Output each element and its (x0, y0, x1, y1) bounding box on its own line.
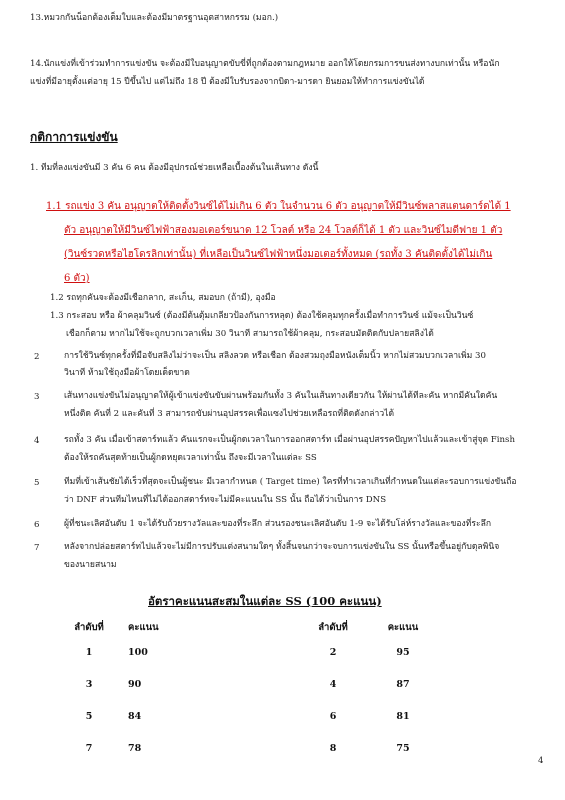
item-5-line2: ว่า DNF ส่วนทีมไหนที่ไม่ได้ออกสตาร์ทจะไม่มีคะแนนใน SS นั้น ถือได้ว่าเป็นการ DNS (64, 495, 387, 505)
item-number: 4 (34, 436, 40, 446)
item-4-line2: ต้องให้รถคันสุดท้ายเป็นผู้กดหยุดเวลาเท่านั้น ถึงจะมีเวลาในแต่ละ SS (64, 453, 317, 463)
table-row (60, 636, 433, 668)
item-number: 6 (34, 520, 40, 530)
rank-cell: 2 (329, 646, 337, 658)
score-table (60, 618, 433, 764)
header-points: คะแนน (128, 621, 159, 633)
points-cell: 95 (396, 646, 410, 658)
item-5-line1: ทีมที่เข้าเส้นชัยได้เร็วที่สุดจะเป็นผู้ชนะ มีเวลากำหนด ( Target time) ใครที่ทำเวลาเกินที่กำหนดในแต่ละรอบการแข่งขันถือ (64, 477, 517, 487)
sub-item-1-2: 1.2 รถทุกคันจะต้องมีเชือกลาก, สะเก็น, สมอบก (ถ้ามี), อุงมือ (50, 293, 276, 303)
rank-cell: 4 (329, 678, 337, 690)
item-3-line2: หนึ่งติด คันที่ 2 และคันที่ 3 สามารถขับผ่านอุปสรรคเพื่อแซงไปช่วยเหลือรถที่ติดดังกล่าวได้ (64, 409, 395, 419)
header-rank: ลำดับที่ (318, 621, 348, 633)
sub-item-1-3-line1: 1.3 กระสอบ หรือ ผ้าคลุมวินซ์ (ต้องมีต้นตุ้มเกลียวป้องกันการหลุด) ต้องใช้คลุมทุกครั้งเมื่อทำการวินซ์ แม้จะเป็นวินซ์ (50, 311, 474, 321)
rank-cell: 1 (85, 646, 93, 658)
item-2-line1: การใช้วินซ์ทุกครั้งที่มือจับสลิงไม่ว่าจะเป็น สลิงลวด หรือเชือก ต้องสวมถุงมือหนังเต็มนิ้ว หากไม่สวมบวกเวลาเพิ่ม 30 (64, 351, 486, 361)
points-cell: 87 (396, 678, 410, 690)
points-cell: 75 (396, 742, 410, 754)
item-number: 5 (34, 478, 40, 488)
sub-item-1-1-line4: 6 ตัว) (64, 273, 90, 284)
points-cell: 84 (128, 710, 142, 722)
rank-cell: 6 (329, 710, 337, 722)
table-header-row (60, 618, 433, 636)
points-cell: 78 (128, 742, 142, 754)
rank-cell: 8 (329, 742, 337, 754)
rule-14-line1: 14.นักแข่งที่เข้าร่วมทำการแข่งขัน จะต้องมีใบอนุญาตขับขี่ที่ถูกต้องตามกฎหมาย ออกให้โดยกรมการขนส่งทางบกเท่านั้น หรือนัก (30, 59, 500, 69)
sub-item-1-1-line1: 1.1 รถแข่ง 3 คัน อนุญาตให้ติดตั้งวินซ์ได้ไม่เกิน 6 ตัว ในจำนวน 6 ตัว อนุญาตให้มีวินซ์พลาสแตนดาร์ดได้ 1 (46, 201, 511, 212)
item-4-line1: รถทั้ง 3 คัน เมื่อเข้าสตาร์ทแล้ว คันแรกจะเป็นผู้กดเวลาในการออกสตาร์ท เมื่อผ่านอุปสรรคปัญหาไปแล้วและเข้าสู่จุด Finsh (64, 435, 515, 445)
sub-item-1-1-line3: (วินซ์รวดหรือไฮโดรลิกเท่านั้น) ที่เหลือเป็นวินซ์ไฟฟ้าหนึ่งมอเตอร์ทั้งหมด (รถทั้ง 3 คันติดตั้งได้ไม่เกิน (64, 249, 493, 260)
item-7-line2: ของนายสนาม (64, 560, 117, 570)
item-3-line1: เส้นทางแข่งขันไม่อนุญาตให้ผู้เข้าแข่งขันขับผ่านพร้อมกันทั้ง 3 คันในเส้นทางเดียวกัน ให้ผ่านได้ทีละคัน หากมีคันใดคัน (64, 391, 498, 401)
table-row (60, 700, 433, 732)
rule-13: 13.หมวกกันน็อกต้องเต็มใบและต้องมีมาตรฐานอุตสาหกรรม (มอก.) (30, 13, 279, 23)
table-row (60, 732, 433, 764)
table-row (60, 668, 433, 700)
item-1: 1. ทีมที่ลงแข่งขันมี 3 คัน 6 คน ต้องมีอุปกรณ์ช่วยเหลือเบื้องต้นในเส้นทาง ดังนี้ (30, 163, 319, 173)
rank-cell: 7 (85, 742, 93, 754)
points-cell: 100 (128, 646, 148, 658)
sub-item-1-1-line2: ตัว อนุญาตให้มีวินซ์ไฟฟ้าสองมอเตอร์ขนาด 12 โวลต์ หรือ 24 โวลต์ก็ได้ 1 ตัว และวินซ์ไมดีฟาย 1 ตัว (64, 225, 503, 236)
item-number: 3 (34, 392, 40, 402)
page-number: 4 (538, 756, 544, 766)
item-7-line1: หลังจากปล่อยสตาร์ทไปแล้วจะไม่มีการปรับแต่งสนามใดๆ ทั้งสิ้นจนกว่าจะจบการแข่งขันใน SS นั้นหรือขึ้นอยู่กับดุลพินิจ (64, 542, 500, 552)
rule-14-line2: แข่งที่มีอายุตั้งแต่อายุ 15 ปีขึ้นไป แต่ไม่ถึง 18 ปี ต้องมีใบรับรองจากบิดา-มารดา ยินยอมให้ทำการแข่งขันได้ (30, 77, 425, 87)
item-2-line2: วินาที ห้ามใช้ถุงมือผ้าโดยเด็ดขาด (64, 368, 190, 378)
header-rank: ลำดับที่ (74, 621, 104, 633)
item-number: 2 (34, 352, 40, 362)
section-heading: กติกาการแข่งขัน (30, 130, 118, 144)
rank-cell: 3 (85, 678, 93, 690)
item-6-line1: ผู้ที่ชนะเลิศอันดับ 1 จะได้รับถ้วยรางวัลและของที่ระลึก ส่วนรองชนะเลิศอันดับ 1-9 จะได้รับโล่ห์รางวัลและของที่ระลึก (64, 519, 492, 529)
item-number: 7 (34, 543, 40, 553)
points-cell: 81 (396, 710, 410, 722)
header-points: คะแนน (387, 621, 419, 633)
rank-cell: 5 (85, 710, 93, 722)
score-table-title: อัตราคะแนนสะสมในแต่ละ SS (100 คะแนน) (148, 594, 382, 608)
sub-item-1-3-line2: เชือกก็ตาม หากไม่ใช้จะถูกบวกเวลาเพิ่ม 30 วินาที สามารถใช้ผ้าคลุม, กระสอบมัดติดกับปลายสลิงได้ (66, 329, 434, 339)
points-cell: 90 (128, 678, 142, 690)
